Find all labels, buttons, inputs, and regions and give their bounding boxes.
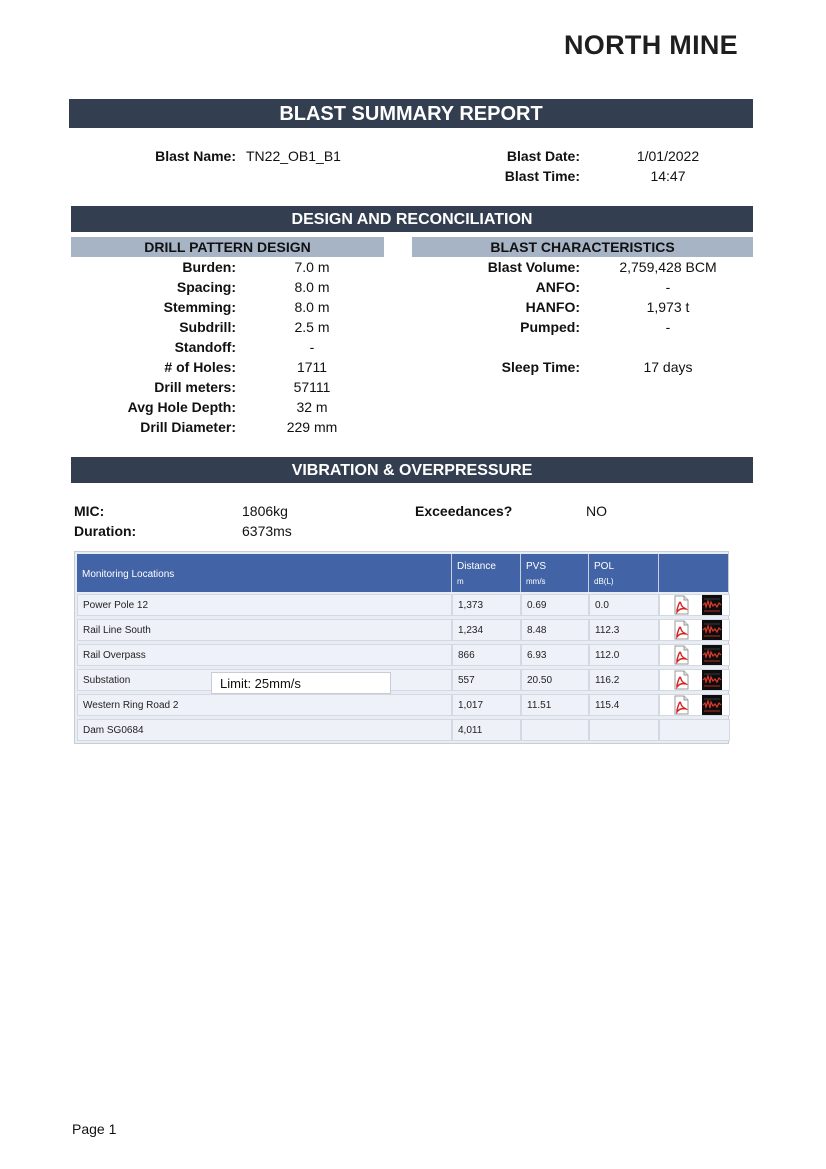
cell-actions (659, 619, 730, 641)
cell-distance: 1,234 (452, 619, 521, 641)
blast-item-label: HANFO: (525, 299, 580, 315)
cell-actions (659, 594, 730, 616)
mic-label: MIC: (74, 503, 105, 519)
blast-item-label (420, 337, 580, 357)
blast-item-label: ANFO: (535, 279, 580, 295)
waveform-chart-icon[interactable] (702, 695, 722, 715)
drill-item-value: 57111 (293, 379, 331, 395)
cell-pvs: 6.93 (521, 644, 589, 666)
cell-pol: 0.0 (589, 594, 659, 616)
blast-item-value: 1,973 t (646, 299, 690, 315)
cell-location: Power Pole 12 (77, 594, 452, 616)
drill-item-label: Spacing: (176, 279, 236, 295)
table-row[interactable] (77, 618, 728, 643)
duration-value: 6373ms (242, 523, 292, 539)
header-monitoring-locations: Monitoring Locations (77, 554, 452, 592)
header-pvs-label: PVS (526, 561, 547, 572)
drill-pattern-heading: DRILL PATTERN DESIGN (71, 237, 384, 257)
blast-item-value: 17 days (643, 359, 693, 375)
table-row[interactable] (77, 643, 728, 668)
cell-pol: 115.4 (589, 694, 659, 716)
header-distance (452, 554, 521, 592)
drill-item-value: 8.0 m (294, 299, 330, 315)
cell-pol: 112.0 (589, 644, 659, 666)
cell-pvs: 0.69 (521, 594, 589, 616)
table-row[interactable] (77, 593, 728, 618)
drill-item-label: Stemming: (163, 299, 236, 315)
blast-date-value: 1/01/2022 (636, 148, 700, 164)
pdf-report-icon[interactable] (671, 595, 691, 615)
header-pol (589, 554, 659, 592)
header-distance-unit: m (457, 577, 464, 586)
page-number: Page 1 (72, 1121, 117, 1137)
drill-item-value: 8.0 m (294, 279, 330, 295)
cell-distance: 1,017 (452, 694, 521, 716)
cell-location: Dam SG0684 (77, 719, 452, 741)
exceedances-value: NO (586, 503, 607, 519)
drill-item-value: - (309, 339, 315, 355)
waveform-chart-icon[interactable] (702, 595, 722, 615)
cell-location: Substation (77, 669, 452, 691)
blast-item-value (598, 337, 738, 357)
blast-item-label: Sleep Time: (501, 359, 580, 375)
header-actions (659, 554, 730, 592)
vibration-section-banner: VIBRATION & OVERPRESSURE (71, 457, 753, 483)
blast-item-value: - (665, 279, 671, 295)
mic-value: 1806kg (242, 503, 288, 519)
cell-location: Rail Line South (77, 619, 452, 641)
cell-distance: 1,373 (452, 594, 521, 616)
cell-pvs: 20.50 (521, 669, 589, 691)
cell-pol: 116.2 (589, 669, 659, 691)
cell-actions (659, 719, 730, 741)
drill-item-label: Drill meters: (154, 379, 236, 395)
drill-item-value: 7.0 m (294, 259, 330, 275)
table-row[interactable] (77, 718, 728, 743)
blast-characteristics-heading: BLAST CHARACTERISTICS (412, 237, 753, 257)
cell-distance: 866 (452, 644, 521, 666)
header-pol-unit: dB(L) (594, 577, 614, 586)
blast-time-label: Blast Time: (504, 168, 580, 184)
drill-item-value: 2.5 m (294, 319, 330, 335)
waveform-chart-icon[interactable] (702, 670, 722, 690)
drill-item-value: 32 m (296, 399, 328, 415)
drill-item-label: Burden: (182, 259, 236, 275)
pdf-report-icon[interactable] (671, 620, 691, 640)
drill-item-label: Standoff: (174, 339, 236, 355)
header-pvs-unit: mm/s (526, 577, 546, 586)
cell-distance: 557 (452, 669, 521, 691)
limit-note: Limit: 25mm/s (211, 672, 391, 694)
cell-actions (659, 694, 730, 716)
blast-item-value: 2,759,428 BCM (619, 259, 717, 275)
exceedances-label: Exceedances? (415, 503, 513, 519)
blast-name-label: Blast Name: (155, 148, 236, 164)
cell-location: Western Ring Road 2 (77, 694, 452, 716)
pdf-report-icon[interactable] (671, 645, 691, 665)
drill-item-label: Avg Hole Depth: (127, 399, 236, 415)
table-row[interactable] (77, 668, 728, 693)
cell-pvs (521, 719, 589, 741)
report-title: BLAST SUMMARY REPORT (69, 99, 753, 128)
pdf-report-icon[interactable] (671, 670, 691, 690)
cell-location: Rail Overpass (77, 644, 452, 666)
design-section-banner: DESIGN AND RECONCILIATION (71, 206, 753, 232)
drill-item-value: 1711 (296, 359, 328, 375)
monitoring-table-header (77, 554, 728, 592)
pdf-report-icon[interactable] (671, 695, 691, 715)
waveform-chart-icon[interactable] (702, 620, 722, 640)
blast-item-label: Blast Volume: (487, 259, 580, 275)
table-row[interactable] (77, 693, 728, 718)
mine-name: NORTH MINE (564, 30, 738, 60)
header-pol-label: POL (594, 561, 615, 572)
blast-item-value: - (665, 319, 671, 335)
blast-item-label: Pumped: (520, 319, 580, 335)
cell-pvs: 8.48 (521, 619, 589, 641)
cell-actions (659, 644, 730, 666)
cell-distance: 4,011 (452, 719, 521, 741)
waveform-chart-icon[interactable] (702, 645, 722, 665)
header-pvs (521, 554, 589, 592)
monitoring-table (74, 551, 729, 744)
blast-time-value: 14:47 (650, 168, 686, 184)
blast-date-label: Blast Date: (506, 148, 580, 164)
cell-actions (659, 669, 730, 691)
blast-name-value: TN22_OB1_B1 (246, 148, 341, 164)
drill-item-label: Drill Diameter: (140, 419, 236, 435)
drill-item-value: 229 mm (286, 419, 338, 435)
duration-label: Duration: (74, 523, 137, 539)
drill-item-label: # of Holes: (164, 359, 236, 375)
cell-pol (589, 719, 659, 741)
cell-pol: 112.3 (589, 619, 659, 641)
drill-item-label: Subdrill: (179, 319, 236, 335)
cell-pvs: 11.51 (521, 694, 589, 716)
header-distance-label: Distance (457, 561, 496, 572)
